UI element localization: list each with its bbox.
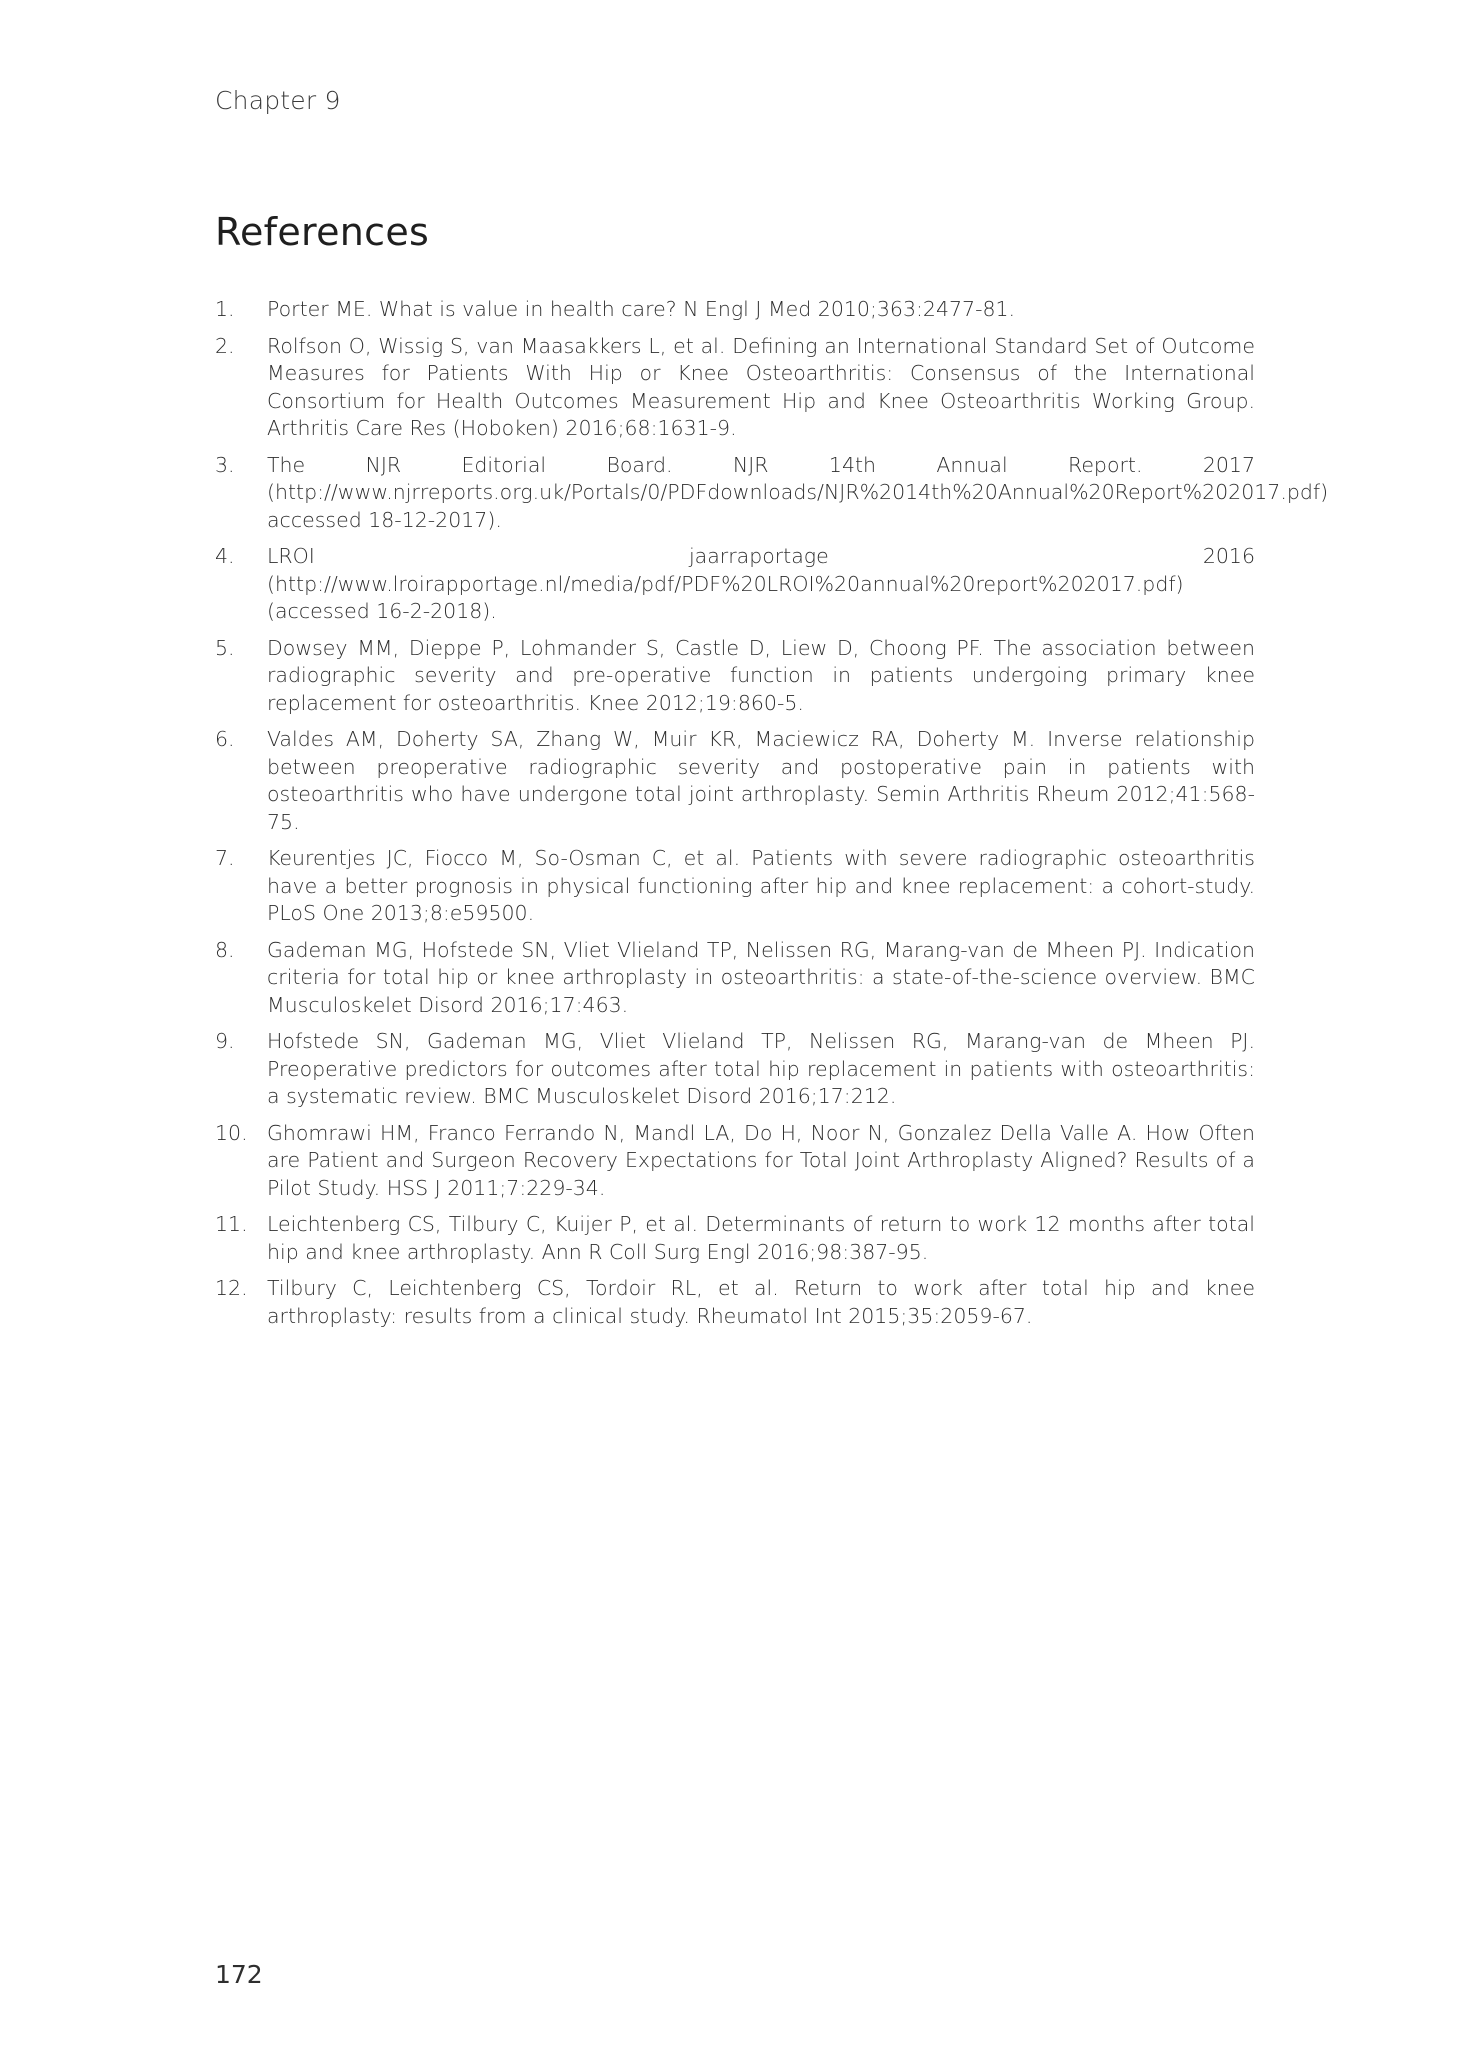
- reference-text: Ghomrawi HM, Franco Ferrando N, Mandl LA, Do H, Noor N, Gonzalez Della Valle A. How Often are Patient and Surgeon Recovery Expectations for Total Joint Arthroplasty Aligned? Results of a Pilot Study. HSS J 2011;7:229-34.: [267, 1120, 1255, 1200]
- reference-item: [215, 1120, 1255, 1203]
- reference-text: Gademan MG, Hofstede SN, Vliet Vlieland TP, Nelissen RG, Marang-van de Mheen PJ. Indication criteria for total hip or knee arthroplasty in osteoarthritis: a state-of-the-science overview. BMC Musculoskelet Disord 2016;17:463.: [267, 937, 1255, 1017]
- reference-text: Rolfson O, Wissig S, van Maasakkers L, et al. Defining an International Standard Set of Outcome Measures for Patients With Hip or Knee Osteoarthritis: Consensus of the International Consortium for Health Outcomes Measurement Hip and Knee Osteoarthritis Working Group. Arthritis Care Res (Hoboken) 2016;68:1631-9.: [267, 333, 1255, 440]
- reference-item: [215, 543, 1255, 626]
- reference-number: 11.: [215, 1212, 248, 1236]
- reference-item: [215, 296, 1255, 324]
- reference-item: [215, 452, 1329, 535]
- reference-item: [215, 1211, 1255, 1266]
- chapter-header: Chapter 9: [215, 86, 341, 115]
- reference-number: 6.: [215, 727, 235, 751]
- reference-number: 1.: [215, 297, 235, 321]
- reference-number: 12.: [215, 1276, 248, 1300]
- reference-item: [215, 845, 1255, 928]
- reference-number: 4.: [215, 544, 235, 568]
- reference-text: Dowsey MM, Dieppe P, Lohmander S, Castle D, Liew D, Choong PF. The association between radiographic severity and pre-operative function in patients undergoing primary knee replacement for osteoarthritis. Knee 2012;19:860-5.: [267, 635, 1255, 715]
- reference-text: LROI jaarraportage 2016 (http://www.lroirapportage.nl/media/pdf/PDF%20LROI%20annual%20report%202017.pdf) (accessed 16-2-2018).: [267, 544, 1255, 623]
- reference-list: [215, 296, 1329, 1339]
- reference-number: 7.: [215, 846, 235, 870]
- reference-number: 10.: [215, 1120, 248, 1145]
- reference-number: 2.: [215, 333, 235, 358]
- reference-number: 3.: [215, 452, 235, 477]
- reference-text: The NJR Editorial Board. NJR 14th Annual Report. 2017 (http://www.njrreports.org.uk/Portals/0/PDFdownloads/NJR%2014th%20Annual%20Report%202017.pdf) accessed 18-12-2017).: [267, 452, 1329, 532]
- reference-item: [215, 726, 1255, 836]
- reference-text: Hofstede SN, Gademan MG, Vliet Vlieland TP, Nelissen RG, Marang-van de Mheen PJ. Preoperative predictors for outcomes after total hip replacement in patients with osteoarthritis: a systematic review. BMC Musculoskelet Disord 2016;17:212.: [267, 1029, 1255, 1108]
- reference-text: Valdes AM, Doherty SA, Zhang W, Muir KR, Maciewicz RA, Doherty M. Inverse relationship between preoperative radiographic severity and postoperative pain in patients with osteoarthritis who have undergone total joint arthroplasty. Semin Arthritis Rheum 2012;41:568-75.: [267, 727, 1255, 834]
- reference-item: [215, 635, 1255, 718]
- page-number: 172: [215, 1960, 263, 1989]
- reference-item: [215, 1028, 1255, 1111]
- reference-item: [215, 1275, 1255, 1330]
- reference-text: Porter ME. What is value in health care? N Engl J Med 2010;363:2477-81.: [267, 297, 1016, 321]
- reference-item: [215, 333, 1255, 443]
- reference-text: Keurentjes JC, Fiocco M, So-Osman C, et al. Patients with severe radiographic osteoarthritis have a better prognosis in physical functioning after hip and knee replacement: a cohort-study. PLoS One 2013;8:e59500.: [267, 846, 1255, 925]
- reference-number: 8.: [215, 937, 235, 962]
- reference-text: Tilbury C, Leichtenberg CS, Tordoir RL, et al. Return to work after total hip and knee arthroplasty: results from a clinical study. Rheumatol Int 2015;35:2059-67.: [267, 1276, 1255, 1328]
- reference-number: 5.: [215, 635, 235, 660]
- reference-number: 9.: [215, 1029, 235, 1053]
- reference-text: Leichtenberg CS, Tilbury C, Kuijer P, et al. Determinants of return to work 12 months after total hip and knee arthroplasty. Ann R Coll Surg Engl 2016;98:387-95.: [267, 1212, 1255, 1264]
- reference-item: [215, 937, 1255, 1020]
- section-title: References: [215, 210, 430, 254]
